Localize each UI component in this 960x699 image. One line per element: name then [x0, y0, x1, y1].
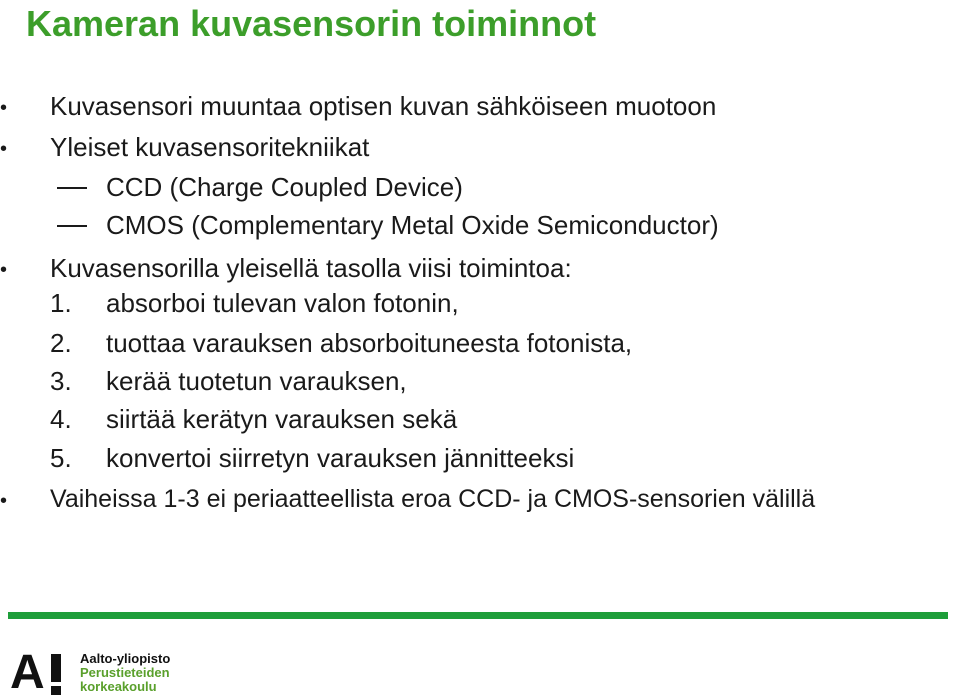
bullet-icon: • [0, 259, 8, 281]
item-text: konvertoi siirretyn varauksen jännitteeksi [106, 443, 575, 473]
item-number: 2. [50, 328, 72, 358]
bullet-text: Kuvasensori muuntaa optisen kuvan sähköiseen muotoon [50, 91, 717, 121]
sub-item-text: CCD (Charge Coupled Device) [106, 172, 463, 202]
footer-divider [8, 612, 948, 619]
logo-text [80, 652, 170, 694]
item-text: siirtää kerätyn varauksen sekä [106, 404, 458, 434]
sub-item-text: CMOS (Complementary Metal Oxide Semiconductor) [106, 210, 719, 240]
logo-line-2: Perustieteiden [80, 665, 170, 680]
bullet-icon: • [0, 490, 8, 512]
slide-title: Kameran kuvasensorin toiminnot [26, 3, 597, 44]
dash-icon [57, 187, 87, 189]
item-number: 5. [50, 443, 72, 473]
bullet-text: Kuvasensorilla yleisellä tasolla viisi toimintoa: [50, 253, 572, 283]
logo-line-3: korkeakoulu [80, 679, 157, 694]
item-number: 4. [50, 404, 72, 434]
dash-icon [57, 225, 87, 227]
bullet-text: Yleiset kuvasensoritekniikat [50, 132, 370, 162]
bullet-icon: • [0, 97, 8, 119]
bullet-text: Vaiheissa 1-3 ei periaatteellista eroa CCD- ja CMOS-sensorien välillä [50, 485, 816, 513]
item-number: 1. [50, 288, 72, 318]
logo-mark: A [10, 646, 45, 699]
logo-exclamation-icon [50, 652, 62, 696]
item-text: absorboi tulevan valon fotonin, [106, 288, 459, 318]
logo-line-1: Aalto-yliopisto [80, 651, 171, 666]
item-text: kerää tuotetun varauksen, [106, 366, 407, 396]
bullet-icon: • [0, 138, 8, 160]
aalto-logo [10, 646, 210, 699]
item-text: tuottaa varauksen absorboituneesta fotonista, [106, 328, 633, 358]
item-number: 3. [50, 366, 72, 396]
